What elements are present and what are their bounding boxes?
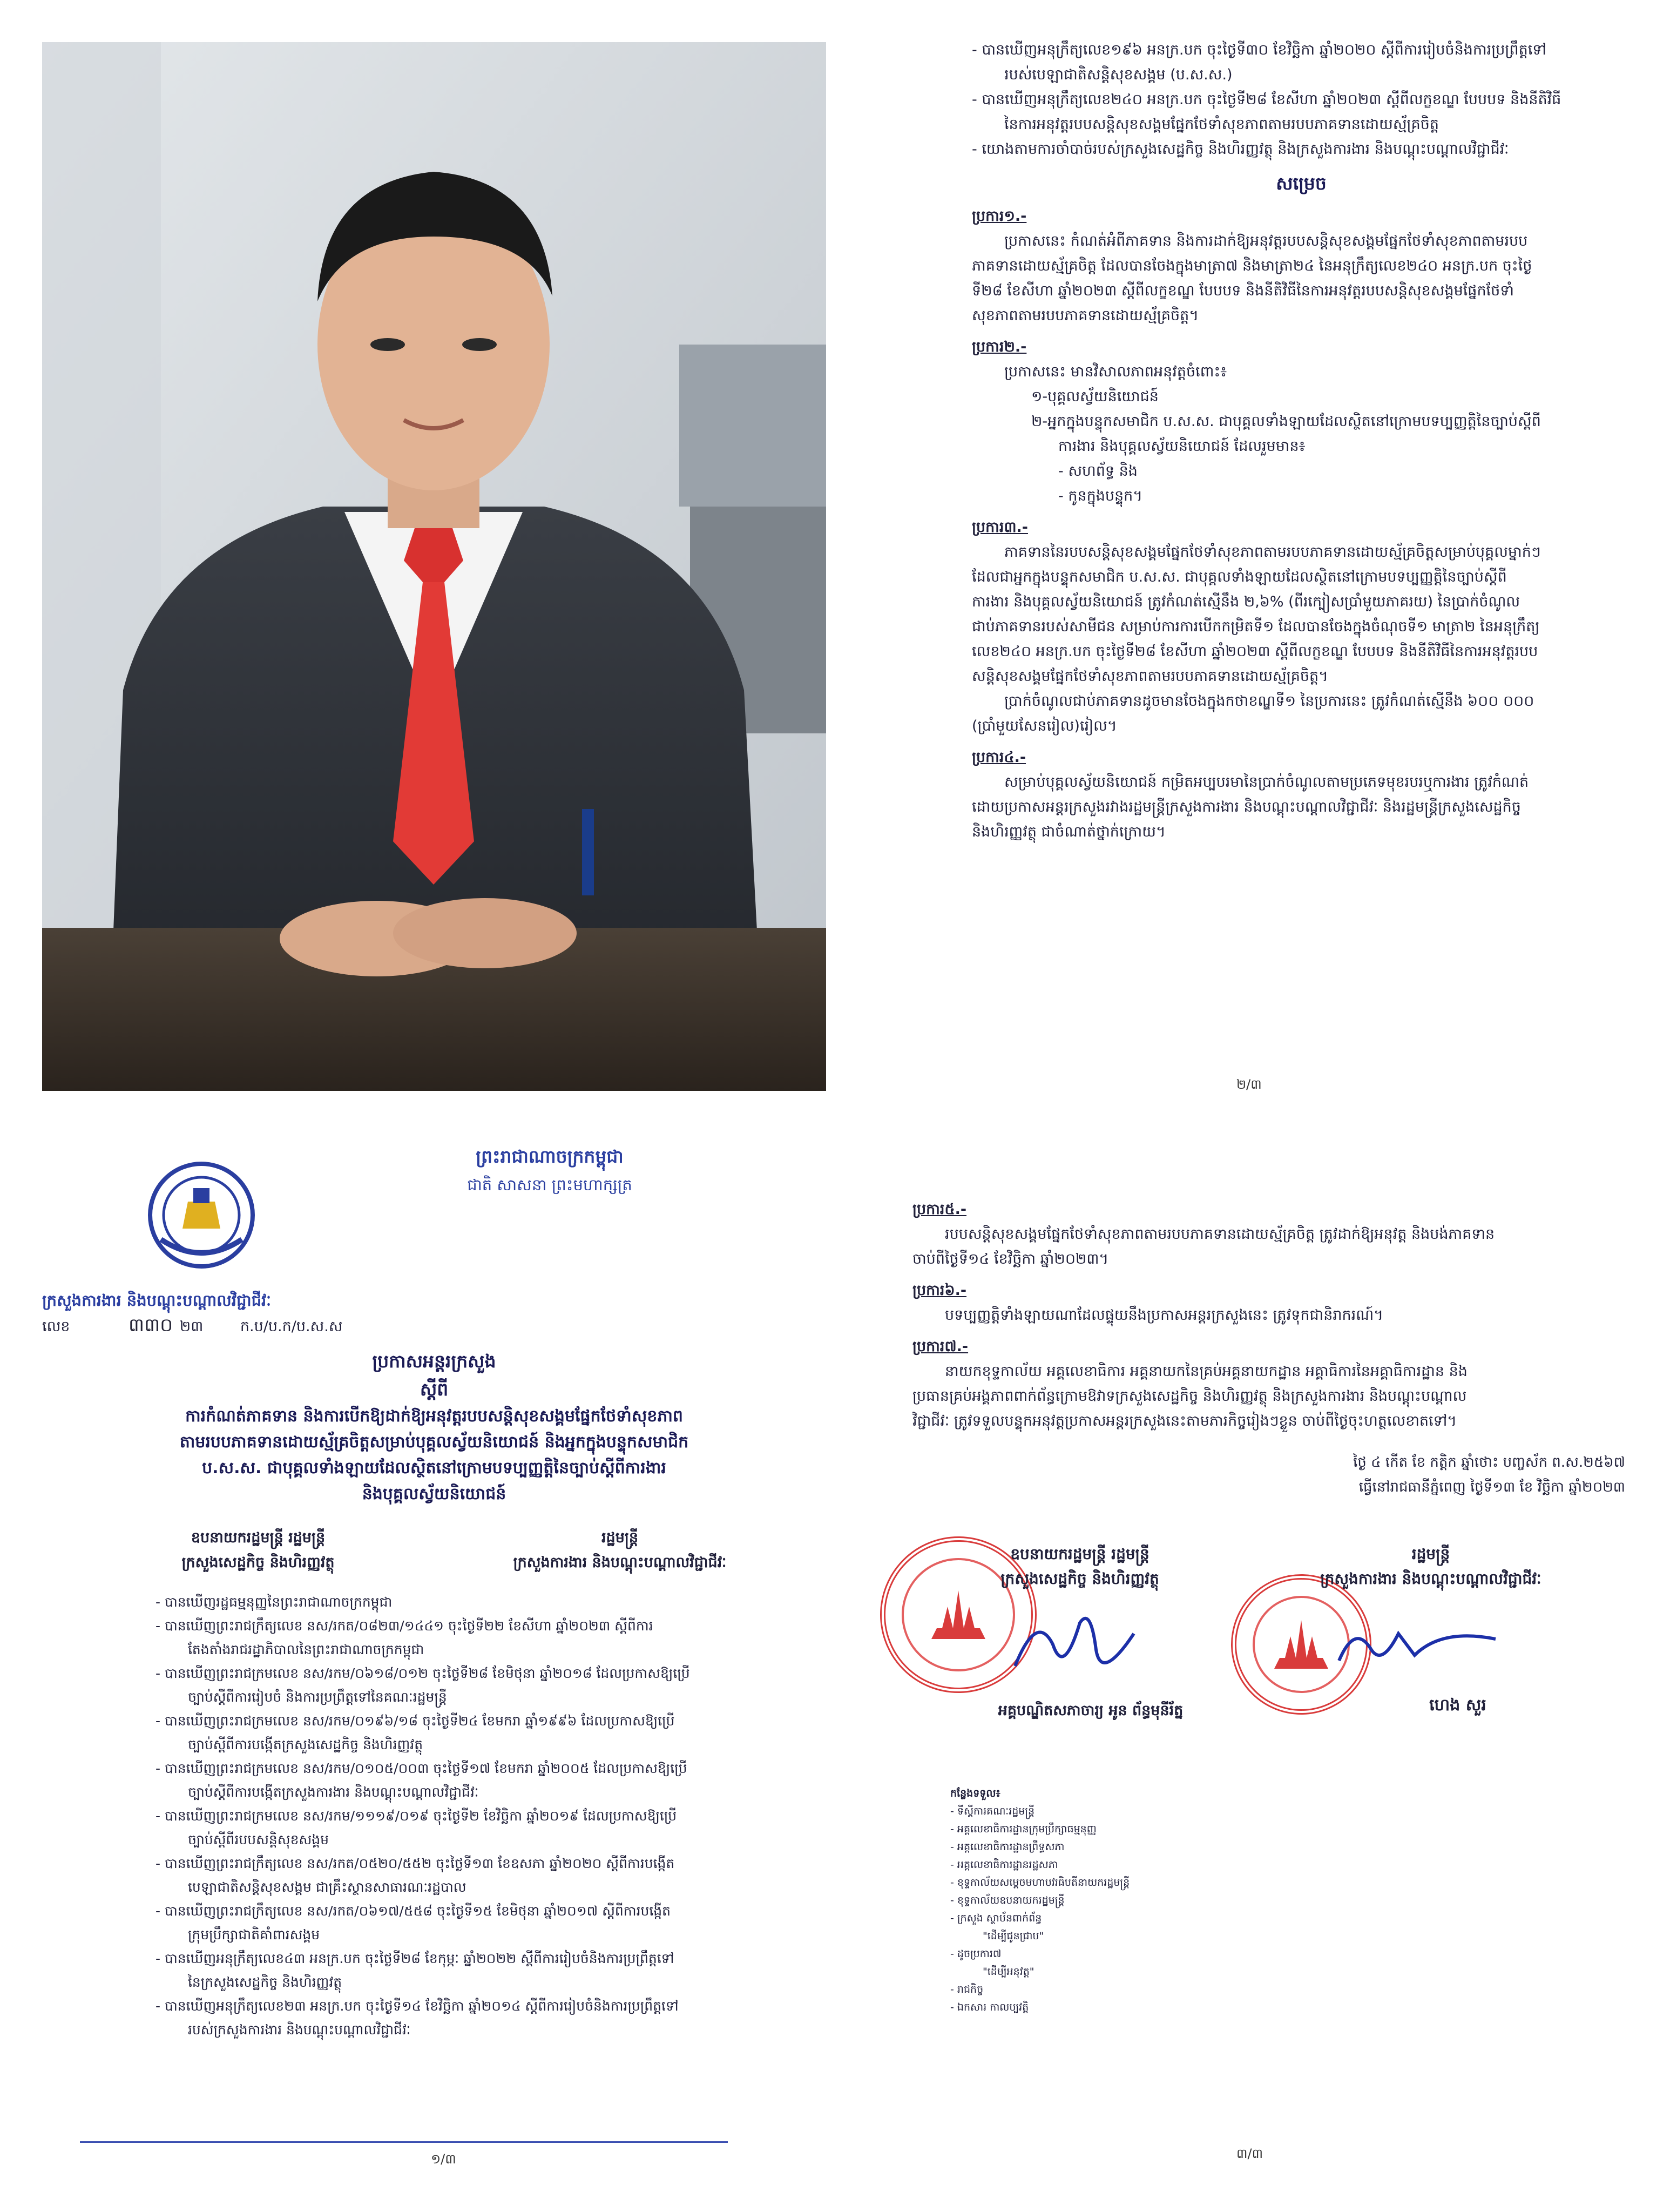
decree-topic-line: ការកំណត់ភាគទាន និងការបើកឱ្យដាក់ឱ្យអនុវត្តរបបសន្តិសុខសង្គមផ្នែកថែទាំសុខភាព (185, 1407, 683, 1426)
text-line: និងហិរញ្ញវត្ថុ ជាចំណាត់ថ្នាក់ក្រោយ។ (972, 824, 1166, 840)
signatory-right-ministry: ក្រសួងការងារ និងបណ្តុះបណ្តាលវិជ្ជាជីវៈ (513, 1554, 727, 1571)
text-line: ច្បាប់ស្តីពីការរៀបចំ និងការប្រព្រឹត្តទៅនៃគណៈរដ្ឋមន្ត្រី (188, 1689, 447, 1705)
kingdom-heading: ព្រះរាជាណាចក្រកម្ពុជា (476, 1146, 624, 1167)
recipient-item: - ក្រសួង ស្ថាប័នពាក់ព័ន្ធ (950, 1912, 1042, 1924)
article-1-label: ប្រការ១.- (972, 208, 1027, 225)
recipient-item: - ទីស្តីការគណៈរដ្ឋមន្ត្រី (950, 1805, 1035, 1817)
text-line: របស់ក្រសួងការងារ និងបណ្តុះបណ្តាលវិជ្ជាជីវៈ (188, 2022, 411, 2038)
text-line: - បានឃើញអនុក្រឹត្យលេខ១៩៦ អនក្រ.បក ចុះថ្ងៃទី៣០ ខែវិច្ឆិកា ឆ្នាំ២០២០ ស្តីពីការរៀបចំនិងការប្រព្រឹត្តទៅ (972, 42, 1546, 58)
angkor-temple-icon (1269, 1615, 1334, 1674)
text-line: ជាប់ភាគទានរបស់សាមីជន សម្រាប់ការការបើកកម្រិតទី១ ដែលបានចែងក្នុងចំណុចទី១ មាត្រា២ នៃអនុក្រឹត្យ (972, 618, 1540, 635)
text-line: ភាគទាននៃរបបសន្តិសុខសង្គមផ្នែកថែទាំសុខភាពតាមរបបភាគទានដោយស្ម័គ្រចិត្តសម្រាប់បុគ្គលម្នាក់ៗ (1004, 544, 1541, 561)
text-line: - សហព័ទ្ធ និង (1058, 463, 1138, 480)
text-line: (ប្រាំមួយសែនរៀល)រៀល។ (972, 718, 1117, 734)
text-line: ច្បាប់ស្តីពីការបង្កើតក្រសួងការងារ និងបណ្តុះបណ្តាលវិជ្ជាជីវៈ (188, 1784, 479, 1800)
signatory-right-ministry: ក្រសួងការងារ និងបណ្តុះបណ្តាលវិជ្ជាជីវៈ (1320, 1570, 1541, 1588)
text-line: ប្រធានគ្រប់អង្គភាពពាក់ព័ន្ធក្រោមឱវាទក្រសួងសេដ្ឋកិច្ច និងហិរញ្ញវត្ថុ និងក្រសួងការងារ និងបណ្តុះបណ្តាល (912, 1388, 1467, 1405)
recipient-item: "ដើម្បីជូនជ្រាប" (983, 1930, 1044, 1942)
recipient-item: "ដើម្បីអនុវត្ត" (983, 1966, 1034, 1978)
recipient-item: - ឯកសារ កាលប្បវត្តិ (950, 2001, 1029, 2013)
date-solar: ធ្វើនៅរាជធានីភ្នំពេញ ថ្ងៃទី១៣ ខែ វិច្ឆិកា ឆ្នាំ២០២៣ (1358, 1479, 1625, 1495)
text-line: របបសន្តិសុខសង្គមផ្នែកថែទាំសុខភាពតាមរបបភាគទានដោយស្ម័គ្រចិត្ត ត្រូវដាក់ឱ្យអនុវត្ត និងបង់ភាគទាន (945, 1226, 1495, 1243)
article-5-label: ប្រការ៥.- (912, 1201, 967, 1218)
text-line: សន្តិសុខសង្គមផ្នែកថែទាំសុខភាពតាមរបបភាគទានដោយស្ម័គ្រចិត្ត។ (972, 668, 1328, 685)
portrait-illustration (42, 42, 826, 1091)
text-line: របស់បេឡាជាតិសន្តិសុខសង្គម (ប.ស.ស.) (1004, 66, 1233, 83)
article-2-label: ប្រការ២.- (972, 339, 1027, 355)
text-line: នៃការអនុវត្តរបបសន្តិសុខសង្គមផ្នែកថែទាំសុខភាពតាមរបបភាគទានដោយស្ម័គ្រចិត្ត (1004, 116, 1439, 133)
article-6-label: ប្រការ៦.- (912, 1282, 967, 1299)
text-line: តែងតាំងរាជរដ្ឋាភិបាលនៃព្រះរាជាណាចក្រកម្ពុជា (188, 1642, 424, 1657)
ministry-emblem-logo (139, 1158, 263, 1272)
signatory-left-ministry: ក្រសួងសេដ្ឋកិច្ច និងហិរញ្ញវត្ថុ (1000, 1570, 1159, 1588)
reference-code: ក.ប/ប.ក/ប.ស.ស (240, 1318, 343, 1335)
decree-topic-line: និងបុគ្គលស្វ័យនិយោជន៍ (362, 1485, 506, 1503)
decree-subtitle: ស្តីពី (420, 1379, 449, 1400)
article-3-label: ប្រការ៣.- (972, 519, 1028, 536)
recipient-item: - ខុទ្ទកាល័យសម្តេចមហាបវរធិបតីនាយករដ្ឋមន្ត្រី (950, 1877, 1130, 1889)
decree-topic-line: ប.ស.ស. ជាបុគ្គលទាំងឡាយដែលស្ថិតនៅក្រោមបទប្បញ្ញត្តិនៃច្បាប់ស្តីពីការងារ (202, 1459, 666, 1478)
text-line: - បានឃើញព្រះរាជក្រមលេខ នស/រកម/០១០៥/០០៣ ចុះថ្ងៃទី១៧ ខែមករា ឆ្នាំ២០០៥ ដែលប្រកាសឱ្យប្រើ (155, 1761, 687, 1776)
text-line: សម្រាប់បុគ្គលស្វ័យនិយោជន៍ កម្រិតអប្បបរមានៃប្រាក់ចំណូលតាមប្រភេទមុខរបរឬការងារ ត្រូវកំណត់ (1004, 774, 1529, 791)
reference-number: ៣៣០ (129, 1314, 173, 1336)
signatory-left-ministry: ក្រសួងសេដ្ឋកិច្ច និងហិរញ្ញវត្ថុ (181, 1554, 335, 1571)
text-line: - បានឃើញអនុក្រឹត្យលេខ២៣ អនក្រ.បក ចុះថ្ងៃទី១៤ ខែវិច្ឆិកា ឆ្នាំ២០១៤ ស្តីពីការរៀបចំនិងការប្រព្រឹត្តទៅ (155, 1998, 679, 2014)
text-line: ប្រកាសនេះ កំណត់អំពីភាគទាន និងការដាក់ឱ្យអនុវត្តរបបសន្តិសុខសង្គមផ្នែកថែទាំសុខភាពតាមរបប (1004, 233, 1528, 249)
text-line: - យោងតាមការចាំបាច់របស់ក្រសួងសេដ្ឋកិច្ច និងហិរញ្ញវត្ថុ និងក្រសួងការងារ និងបណ្តុះបណ្តាលវិជ្ជាជីវៈ (972, 141, 1509, 158)
recipient-item: - ខុទ្ទកាល័យឧបនាយករដ្ឋមន្ត្រី (950, 1894, 1065, 1906)
text-line: ដោយប្រកាសអន្តរក្រសួងរវាងរដ្ឋមន្ត្រីក្រសួងការងារ និងបណ្តុះបណ្តាលវិជ្ជាជីវៈ និងរដ្ឋមន្ត្រីក្រសួងសេដ្ឋកិច្ច (972, 799, 1521, 815)
decree-topic-line: តាមរបបភាគទានដោយស្ម័គ្រចិត្តសម្រាប់បុគ្គលស្វ័យនិយោជន៍ និងអ្នកក្នុងបន្ទុកសមាជិក (179, 1433, 689, 1452)
signatory-right-name: ហេង សួរ (1429, 1696, 1486, 1715)
text-line: ក្រុមប្រឹក្សាជាតិគាំពារសង្គម (188, 1927, 320, 1943)
angkor-temple-icon (926, 1585, 991, 1644)
recipient-item: - អគ្គលេខាធិការដ្ឋានព្រឹទ្ធសភា (950, 1841, 1065, 1853)
text-line: ប្រាក់ចំណូលជាប់ភាគទានដូចមានចែងក្នុងកថាខណ្ឌទី១ នៃប្រការនេះ ត្រូវកំណត់ស្មើនឹង ៦០០ ០០០ (1004, 693, 1534, 710)
text-line: - បានឃើញព្រះរាជក្រឹត្យលេខ នស/រកត/០៨២៣/១៤៤១ ចុះថ្ងៃទី២២ ខែសីហា ឆ្នាំ២០២៣ ស្តីពីការ (155, 1618, 653, 1634)
text-line: នាយកខុទ្ទកាល័យ អគ្គលេខាធិការ អគ្គនាយកនៃគ្រប់អគ្គនាយកដ្ឋាន អគ្គាធិការនៃអគ្គាធិការដ្ឋាន និង (945, 1363, 1468, 1380)
recipient-item: - អគ្គលេខាធិការដ្ឋានក្រុមប្រឹក្សាធម្មនុញ្ញ (950, 1823, 1097, 1835)
text-line: ការងារ និងបុគ្គលស្វ័យនិយោជន៍ ដែលរួមមាន៖ (1058, 438, 1306, 455)
document-page-3 (848, 1126, 1641, 2190)
issuing-ministry: ក្រសួងការងារ និងបណ្តុះបណ្តាលវិជ្ជាជីវៈ (42, 1291, 272, 1310)
text-line: លេខ២៤០ អនក្រ.បក ចុះថ្ងៃទី២៨ ខែសីហា ឆ្នាំ២០២៣ ស្តីពីលក្ខខណ្ឌ បែបបទ និងនីតិវិធីនៃការអនុវត្តរបប (972, 643, 1538, 660)
text-line: - បានឃើញរដ្ឋធម្មនុញ្ញនៃព្រះរាជាណាចក្រកម្ពុជា (155, 1594, 393, 1610)
text-line: ច្បាប់ស្តីពីការបង្កើតក្រសួងសេដ្ឋកិច្ច និងហិរញ្ញវត្ថុ (188, 1737, 423, 1752)
recipient-item: - អគ្គលេខាធិការដ្ឋានរដ្ឋសភា (950, 1859, 1058, 1871)
document-page-1 (42, 1126, 826, 2190)
signatory-left-title: ឧបនាយករដ្ឋមន្ត្រី រដ្ឋមន្ត្រី (1010, 1545, 1149, 1563)
signatory-left-name: អគ្គបណ្ឌិតសភាចារ្យ អូន ព័ន្ធមុនីរ័ត្ន (998, 1702, 1184, 1719)
text-line: ដែលជាអ្នកក្នុងបន្ទុកសមាជិក ប.ស.ស. ជាបុគ្គលទាំងឡាយដែលស្ថិតនៅក្រោមបទប្បញ្ញត្តិនៃច្បាប់ស្តីពី (972, 569, 1507, 585)
text-line: - បានឃើញអនុក្រឹត្យលេខ៤៣ អនក្រ.បក ចុះថ្ងៃទី២៨ ខែកុម្ភៈ ឆ្នាំ២០២២ ស្តីពីការរៀបចំនិងការប្រព្រឹត្តទៅ (155, 1951, 674, 1966)
text-line: សុខភាពតាមរបបភាគទានដោយស្ម័គ្រចិត្ត។ (972, 307, 1199, 324)
text-line: ចាប់ពីថ្ងៃទី១៤ ខែវិច្ឆិកា ឆ្នាំ២០២៣។ (912, 1251, 1109, 1267)
signatory-right-title: រដ្ឋមន្ត្រី (601, 1529, 639, 1546)
official-portrait-photo (42, 42, 826, 1091)
text-line: ២-អ្នកក្នុងបន្ទុកសមាជិក ប.ស.ស. ជាបុគ្គលទាំងឡាយដែលស្ថិតនៅក្រោមបទប្បញ្ញត្តិនៃច្បាប់ស្តីពី (1031, 413, 1541, 430)
recipient-item: - ដូចប្រការ៧ (950, 1948, 1002, 1960)
page-number: ៣/៣ (1236, 2146, 1263, 2161)
text-line: បេឡាជាតិសន្តិសុខសង្គម ជាគ្រឹះស្ថានសាធារណៈរដ្ឋបាល (188, 1879, 466, 1895)
recipients-heading: កន្លែងទទួល៖ (950, 1788, 1000, 1799)
text-line: ការងារ និងបុគ្គលស្វ័យនិយោជន៍ ត្រូវកំណត់ស្មើនឹង ២,៦% (ពីរក្បៀសប្រាំមួយភាគរយ) នៃប្រាក់ចំណូល (972, 594, 1520, 610)
text-line: - បានឃើញអនុក្រឹត្យលេខ២៤០ អនក្រ.បក ចុះថ្ងៃទី២៨ ខែសីហា ឆ្នាំ២០២៣ ស្តីពីលក្ខខណ្ឌ បែបបទ និងនីតិវិធី (972, 91, 1561, 108)
reference-prefix: លេខ (42, 1318, 70, 1335)
text-line: - បានឃើញព្រះរាជក្រឹត្យលេខ នស/រកត/០៦១៧/៥៥៨ ចុះថ្ងៃទី១៥ ខែមិថុនា ឆ្នាំ២០១៧ ស្តីពីការបង្កើត (155, 1903, 671, 1919)
text-line: ទី២៨ ខែសីហា ឆ្នាំ២០២៣ ស្តីពីលក្ខខណ្ឌ បែបបទ និងនីតិវិធីនៃការអនុវត្តរបបសន្តិសុខសង្គមផ្នែកថែទាំ (972, 282, 1514, 299)
document-page-2 (848, 32, 1641, 1107)
text-line: - បានឃើញព្រះរាជក្រមលេខ នស/រកម/០៦១៨/០១២ ចុះថ្ងៃទី២៨ ខែមិថុនា ឆ្នាំ២០១៨ ដែលប្រកាសឱ្យប្រើ (155, 1665, 690, 1681)
signature-left (1004, 1601, 1145, 1688)
text-line: ភាគទានដោយស្ម័គ្រចិត្ត ដែលបានចែងក្នុងមាត្រា៧ និងមាត្រា២៤ នៃអនុក្រឹត្យលេខ២៤០ អនក្រ.បក ចុះថ្ងៃ (972, 258, 1532, 274)
text-line: - បានឃើញព្រះរាជក្រមលេខ នស/រកម/០១៩៦/១៨ ចុះថ្ងៃទី២៤ ខែមករា ឆ្នាំ១៩៩៦ ដែលប្រកាសឱ្យប្រើ (155, 1713, 675, 1729)
text-line: នៃក្រសួងសេដ្ឋកិច្ច និងហិរញ្ញវត្ថុ (188, 1974, 342, 1990)
text-line: ច្បាប់ស្តីពីរបបសន្តិសុខសង្គម (188, 1832, 329, 1847)
text-line: - បានឃើញព្រះរាជក្រមលេខ នស/រកម/១១១៩/០១៩ ចុះថ្ងៃទី២ ខែវិច្ឆិកា ឆ្នាំ២០១៩ ដែលប្រកាសឱ្យប្រើ (155, 1808, 677, 1824)
article-4-label: ប្រការ៤.- (972, 749, 1026, 766)
page-number: ២/៣ (1236, 1077, 1262, 1092)
date-lunar: ថ្ងៃ ៤ កើត ខែ កត្តិក ឆ្នាំថោះ បញ្ចស័ក ព.ស.២៥៦៧ (1353, 1454, 1625, 1471)
text-line: វិជ្ជាជីវៈ ត្រូវទទួលបន្ទុកអនុវត្តប្រកាសអន្តរក្រសួងនេះតាមភារកិច្ចរៀងៗខ្លួន ចាប់ពីថ្ងៃចុះហត្ថលេខាតទៅ។ (912, 1413, 1457, 1429)
text-line: - កូនក្នុងបន្ទុក។ (1058, 488, 1143, 504)
text-line: ១-បុគ្គលស្វ័យនិយោជន៍ (1031, 388, 1159, 405)
text-line: - បានឃើញព្រះរាជក្រឹត្យលេខ នស/រកត/០៥២០/៥៥២ ចុះថ្ងៃទី១៣ ខែឧសភា ឆ្នាំ២០២០ ស្តីពីការបង្កើត (155, 1856, 675, 1871)
national-motto: ជាតិ សាសនា ព្រះមហាក្សត្រ (467, 1176, 632, 1194)
recipient-item: - រាជកិច្ច (950, 1984, 984, 1995)
signatory-right-title: រដ្ឋមន្ត្រី (1411, 1545, 1450, 1563)
text-line: បទប្បញ្ញត្តិទាំងឡាយណាដែលផ្ទុយនឹងប្រកាសអន្តរក្រសួងនេះ ត្រូវទុកជានិរាករណ៍។ (945, 1307, 1383, 1324)
signatory-left-title: ឧបនាយករដ្ឋមន្ត្រី រដ្ឋមន្ត្រី (191, 1529, 326, 1546)
article-7-label: ប្រការ៧.- (912, 1338, 969, 1355)
decision-heading: សម្រេច (1276, 173, 1327, 194)
signature-right (1334, 1612, 1506, 1677)
page-number: ១/៣ (431, 2152, 456, 2167)
page-footer-rule (80, 2141, 728, 2143)
reference-year: ២៣ (179, 1318, 204, 1335)
text-line: ប្រកាសនេះ មានវិសាលភាពអនុវត្តចំពោះ៖ (1004, 363, 1227, 380)
decree-title: ប្រកាសអន្តរក្រសួង (372, 1351, 496, 1372)
